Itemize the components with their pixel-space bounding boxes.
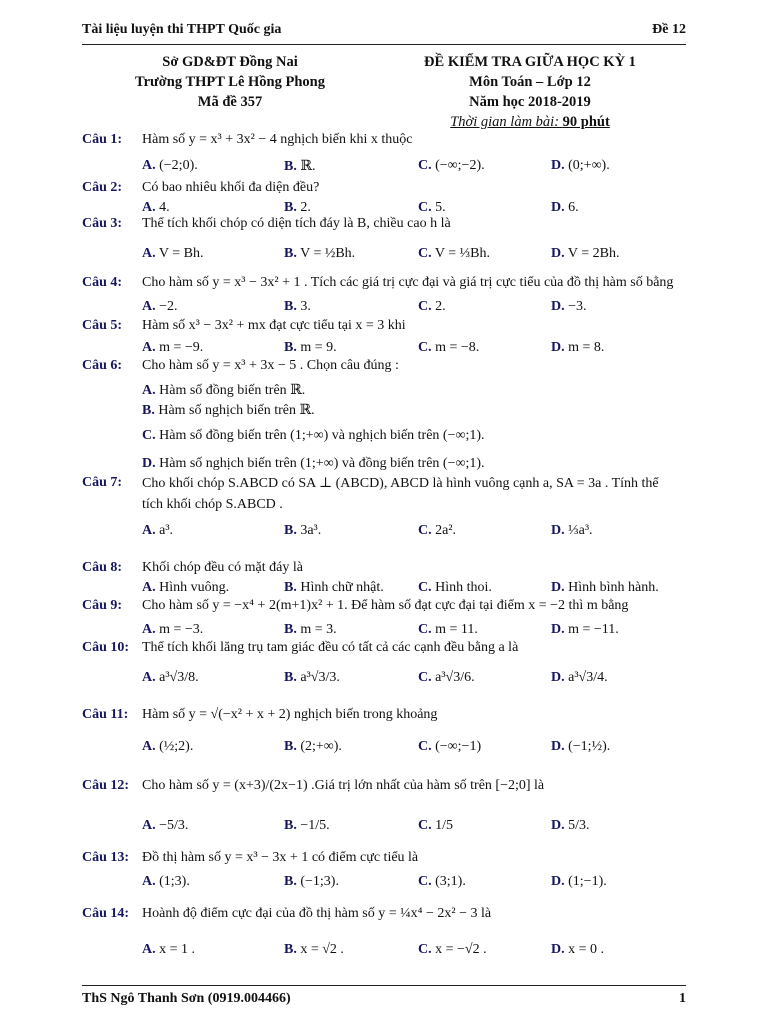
option-text: (0;+∞). bbox=[568, 158, 610, 173]
option-text: a³√3/8. bbox=[159, 670, 199, 685]
header-title: Tài liệu luyện thi THPT Quốc gia bbox=[82, 22, 282, 37]
option-text: (2;+∞). bbox=[300, 739, 342, 754]
option-c[interactable] bbox=[418, 340, 479, 356]
option-label: D. bbox=[551, 622, 565, 637]
option-text: a³√3/6. bbox=[435, 670, 475, 685]
question-text: Hoành độ điểm cực đại của đồ thị hàm số y = ¼x⁴ − 2x² − 3 là bbox=[142, 906, 492, 921]
option-b[interactable] bbox=[284, 158, 315, 175]
option-d[interactable] bbox=[551, 874, 607, 890]
option-label: C. bbox=[418, 246, 432, 261]
option-d[interactable] bbox=[551, 818, 590, 834]
option-label: A. bbox=[142, 670, 156, 685]
option-text: m = −8. bbox=[435, 340, 480, 355]
option-text: Hình chữ nhật. bbox=[300, 580, 384, 595]
option-text: ⅓a³. bbox=[568, 523, 593, 538]
option-label: B. bbox=[142, 403, 155, 418]
option-text: (1;3). bbox=[159, 874, 190, 889]
question-text: Hàm số y = √(−x² + x + 2) nghịch biến trong khoảng bbox=[142, 707, 438, 722]
header-exam-number: Đề 12 bbox=[652, 22, 686, 37]
option-c[interactable] bbox=[142, 428, 485, 444]
option-b[interactable] bbox=[284, 670, 340, 686]
option-text: 5. bbox=[435, 200, 446, 215]
question-number: Câu 9: bbox=[82, 598, 123, 613]
option-label: A. bbox=[142, 818, 156, 833]
option-label: C. bbox=[418, 523, 432, 538]
question-text: Hàm số y = x³ + 3x² − 4 nghịch biến khi x thuộc bbox=[142, 132, 413, 147]
question-text: Thể tích khối chóp có diện tích đáy là B, chiều cao h là bbox=[142, 216, 451, 231]
option-label: A. bbox=[142, 580, 156, 595]
option-text: (−2;0). bbox=[159, 158, 198, 173]
exam-block bbox=[405, 52, 655, 132]
question-text: Hàm số x³ − 3x² + mx đạt cực tiểu tại x = 3 khi bbox=[142, 318, 406, 333]
question-number: Câu 11: bbox=[82, 707, 129, 722]
option-text: a³√3/3. bbox=[300, 670, 340, 685]
option-label: D. bbox=[551, 670, 565, 685]
option-text: Hàm số đồng biến trên ℝ. bbox=[159, 383, 306, 398]
option-a[interactable] bbox=[142, 340, 203, 356]
option-text: a³. bbox=[159, 523, 174, 538]
option-text: (−∞;−1) bbox=[435, 739, 482, 754]
option-text: (−∞;−2). bbox=[435, 158, 485, 173]
option-label: B. bbox=[284, 200, 297, 215]
option-b[interactable] bbox=[284, 818, 330, 834]
option-c[interactable] bbox=[418, 523, 456, 539]
school-name: Trường THPT Lê Hồng Phong bbox=[135, 74, 325, 90]
option-a[interactable] bbox=[142, 622, 203, 638]
option-a[interactable] bbox=[142, 874, 190, 890]
option-b[interactable] bbox=[284, 580, 384, 596]
option-c[interactable] bbox=[418, 299, 446, 315]
option-text: (3;1). bbox=[435, 874, 466, 889]
option-label: C. bbox=[418, 622, 432, 637]
option-label: B. bbox=[284, 670, 297, 685]
option-b[interactable] bbox=[284, 200, 311, 216]
option-text: −2. bbox=[159, 299, 178, 314]
option-b[interactable] bbox=[284, 340, 337, 356]
option-text: Hình thoi. bbox=[435, 580, 492, 595]
option-text: x = 1 . bbox=[159, 942, 196, 957]
option-text: m = 11. bbox=[435, 622, 478, 637]
question-number: Câu 6: bbox=[82, 358, 123, 373]
option-d[interactable] bbox=[551, 739, 610, 755]
option-text: −3. bbox=[568, 299, 587, 314]
option-label: A. bbox=[142, 622, 156, 637]
option-b[interactable] bbox=[284, 246, 355, 262]
option-a[interactable] bbox=[142, 246, 203, 262]
option-b[interactable] bbox=[284, 622, 337, 638]
option-label: C. bbox=[418, 158, 432, 173]
option-b[interactable] bbox=[284, 299, 311, 315]
option-c[interactable] bbox=[418, 874, 466, 890]
option-text: V = ½Bh. bbox=[300, 246, 356, 261]
option-text: V = ⅓Bh. bbox=[434, 246, 490, 261]
question-text: Khối chóp đều có mặt đáy là bbox=[142, 560, 303, 575]
exam-time bbox=[405, 112, 655, 132]
option-d[interactable] bbox=[142, 456, 485, 472]
question-number: Câu 7: bbox=[82, 475, 123, 490]
question-text: Cho khối chóp S.ABCD có SA ⊥ (ABCD), ABCD là hình vuông cạnh a, SA = 3a . Tính thể bbox=[142, 476, 659, 491]
option-text: x = 0 . bbox=[568, 942, 605, 957]
option-text: Hình vuông. bbox=[159, 580, 230, 595]
option-text: 2a². bbox=[435, 523, 457, 538]
option-text: ℝ. bbox=[300, 159, 316, 174]
option-label: A. bbox=[142, 874, 156, 889]
option-text: Hàm số đồng biến trên (1;+∞) và nghịch biến trên (−∞;1). bbox=[159, 428, 485, 443]
exam-title: ĐỀ KIỂM TRA GIỮA HỌC KỲ 1 bbox=[424, 54, 636, 70]
option-label: B. bbox=[284, 340, 297, 355]
option-label: D. bbox=[142, 456, 156, 471]
option-label: C. bbox=[418, 942, 432, 957]
option-text: m = 3. bbox=[300, 622, 337, 637]
option-d[interactable] bbox=[551, 942, 604, 958]
option-label: A. bbox=[142, 523, 156, 538]
option-a[interactable] bbox=[142, 818, 188, 834]
option-label: C. bbox=[418, 200, 432, 215]
page-number: 1 bbox=[679, 991, 686, 1006]
option-label: B. bbox=[284, 942, 297, 957]
option-b[interactable] bbox=[284, 942, 344, 958]
option-text: (−1;½). bbox=[568, 739, 611, 754]
page-header bbox=[82, 22, 686, 45]
exam-year: Năm học 2018-2019 bbox=[469, 94, 591, 110]
option-label: A. bbox=[142, 158, 156, 173]
option-text: Hàm số nghịch biến trên ℝ. bbox=[158, 403, 315, 418]
option-a[interactable] bbox=[142, 382, 305, 399]
option-d[interactable] bbox=[551, 340, 604, 356]
option-a[interactable] bbox=[142, 523, 173, 539]
question-number: Câu 1: bbox=[82, 132, 123, 147]
option-text: (−1;3). bbox=[300, 874, 339, 889]
option-b[interactable] bbox=[284, 739, 342, 755]
option-label: A. bbox=[142, 739, 156, 754]
option-a[interactable] bbox=[142, 942, 195, 958]
option-c[interactable] bbox=[418, 942, 487, 958]
option-label: A. bbox=[142, 200, 156, 215]
option-label: C. bbox=[418, 739, 432, 754]
option-label: A. bbox=[142, 340, 156, 355]
option-label: B. bbox=[284, 580, 297, 595]
option-a[interactable] bbox=[142, 158, 198, 174]
option-label: D. bbox=[551, 874, 565, 889]
option-d[interactable] bbox=[551, 200, 579, 216]
option-text: x = √2 . bbox=[300, 942, 344, 957]
option-text: 5/3. bbox=[568, 818, 590, 833]
option-text: (½;2). bbox=[159, 739, 194, 754]
option-text: (1;−1). bbox=[568, 874, 607, 889]
exam-subject: Môn Toán – Lớp 12 bbox=[469, 74, 591, 90]
question-number: Câu 13: bbox=[82, 850, 130, 865]
option-label: B. bbox=[284, 299, 297, 314]
option-text: −5/3. bbox=[159, 818, 189, 833]
option-d[interactable] bbox=[551, 580, 659, 596]
option-label: D. bbox=[551, 200, 565, 215]
option-text: 2. bbox=[435, 299, 446, 314]
question-text: Cho hàm số y = −x⁴ + 2(m+1)x² + 1. Để hàm số đạt cực đại tại điểm x = −2 thì m bằng bbox=[142, 598, 629, 613]
option-text: 2. bbox=[300, 200, 311, 215]
option-text: m = −9. bbox=[159, 340, 204, 355]
author: ThS Ngô Thanh Sơn (0919.004466) bbox=[82, 991, 291, 1006]
option-label: B. bbox=[284, 874, 297, 889]
question-number: Câu 8: bbox=[82, 560, 123, 575]
option-label: B. bbox=[284, 246, 297, 261]
option-text: x = −√2 . bbox=[435, 942, 487, 957]
option-a[interactable] bbox=[142, 580, 229, 596]
option-c[interactable] bbox=[418, 739, 481, 755]
option-label: A. bbox=[142, 246, 156, 261]
option-label: A. bbox=[142, 942, 156, 957]
question-text: Có bao nhiêu khối đa diện đều? bbox=[142, 180, 320, 195]
option-label: C. bbox=[418, 299, 432, 314]
option-label: B. bbox=[284, 818, 297, 833]
question-text: Cho hàm số y = x³ + 3x − 5 . Chọn câu đúng : bbox=[142, 358, 399, 373]
option-label: C. bbox=[418, 580, 432, 595]
question-text: Cho hàm số y = x³ − 3x² + 1 . Tích các giá trị cực đại và giá trị cực tiểu của đồ thị hàm số bằng bbox=[142, 275, 674, 290]
question-number: Câu 3: bbox=[82, 216, 123, 231]
option-c[interactable] bbox=[418, 622, 478, 638]
option-label: A. bbox=[142, 299, 156, 314]
option-b[interactable] bbox=[284, 523, 321, 539]
option-label: D. bbox=[551, 158, 565, 173]
exam-code: Mã đề 357 bbox=[197, 94, 263, 110]
question-number: Câu 2: bbox=[82, 180, 123, 195]
option-c[interactable] bbox=[418, 670, 475, 686]
time-value: 90 phút bbox=[562, 114, 610, 130]
option-label: D. bbox=[551, 299, 565, 314]
option-label: C. bbox=[418, 818, 432, 833]
option-text: Hình bình hành. bbox=[568, 580, 659, 595]
option-label: A. bbox=[142, 383, 156, 398]
school-block bbox=[100, 52, 360, 112]
option-c[interactable] bbox=[418, 580, 492, 596]
option-text: 1/5 bbox=[435, 818, 454, 833]
option-c[interactable] bbox=[418, 818, 453, 834]
option-d[interactable] bbox=[551, 670, 608, 686]
option-a[interactable] bbox=[142, 670, 199, 686]
option-label: D. bbox=[551, 739, 565, 754]
page-footer bbox=[82, 985, 686, 1012]
option-label: D. bbox=[551, 942, 565, 957]
question-text: Thể tích khối lăng trụ tam giác đều có tất cả các cạnh đều bằng a là bbox=[142, 640, 519, 655]
option-label: D. bbox=[551, 818, 565, 833]
question-text-continued: tích khối chóp S.ABCD . bbox=[142, 497, 283, 512]
question-text: Đồ thị hàm số y = x³ − 3x + 1 có điểm cực tiểu là bbox=[142, 850, 419, 865]
option-text: m = 8. bbox=[568, 340, 605, 355]
option-label: C. bbox=[142, 428, 156, 443]
option-label: B. bbox=[284, 159, 297, 174]
question-number: Câu 10: bbox=[82, 640, 130, 655]
question-number: Câu 4: bbox=[82, 275, 123, 290]
question-number: Câu 5: bbox=[82, 318, 123, 333]
option-text: V = Bh. bbox=[158, 246, 204, 261]
option-label: B. bbox=[284, 739, 297, 754]
option-label: B. bbox=[284, 622, 297, 637]
option-text: a³√3/4. bbox=[568, 670, 608, 685]
option-b[interactable] bbox=[142, 402, 315, 419]
option-d[interactable] bbox=[551, 246, 619, 262]
option-a[interactable] bbox=[142, 739, 193, 755]
option-text: m = −3. bbox=[159, 622, 204, 637]
department: Sở GD&ĐT Đồng Nai bbox=[162, 54, 298, 70]
option-b[interactable] bbox=[284, 874, 339, 890]
option-a[interactable] bbox=[142, 200, 170, 216]
option-label: D. bbox=[551, 523, 565, 538]
option-d[interactable] bbox=[551, 622, 619, 638]
option-d[interactable] bbox=[551, 523, 593, 539]
option-d[interactable] bbox=[551, 158, 610, 174]
option-c[interactable] bbox=[418, 200, 446, 216]
option-label: B. bbox=[284, 523, 297, 538]
option-text: m = 9. bbox=[300, 340, 337, 355]
option-text: 6. bbox=[568, 200, 579, 215]
option-label: D. bbox=[551, 246, 565, 261]
option-text: −1/5. bbox=[300, 818, 330, 833]
option-c[interactable] bbox=[418, 246, 490, 262]
option-label: C. bbox=[418, 340, 432, 355]
option-d[interactable] bbox=[551, 299, 587, 315]
time-label: Thời gian làm bài: bbox=[450, 114, 560, 130]
option-label: D. bbox=[551, 580, 565, 595]
option-text: 3. bbox=[300, 299, 311, 314]
option-a[interactable] bbox=[142, 299, 178, 315]
question-text: Cho hàm số y = (x+3)/(2x−1) .Giá trị lớn nhất của hàm số trên [−2;0] là bbox=[142, 778, 545, 793]
option-text: m = −11. bbox=[568, 622, 619, 637]
option-c[interactable] bbox=[418, 158, 485, 174]
option-label: C. bbox=[418, 874, 432, 889]
option-text: 3a³. bbox=[300, 523, 322, 538]
option-text: V = 2Bh. bbox=[567, 246, 620, 261]
option-text: 4. bbox=[159, 200, 170, 215]
question-number: Câu 14: bbox=[82, 906, 130, 921]
option-label: C. bbox=[418, 670, 432, 685]
option-text: Hàm số nghịch biến trên (1;+∞) và đồng biến trên (−∞;1). bbox=[159, 456, 485, 471]
option-label: D. bbox=[551, 340, 565, 355]
question-number: Câu 12: bbox=[82, 778, 130, 793]
